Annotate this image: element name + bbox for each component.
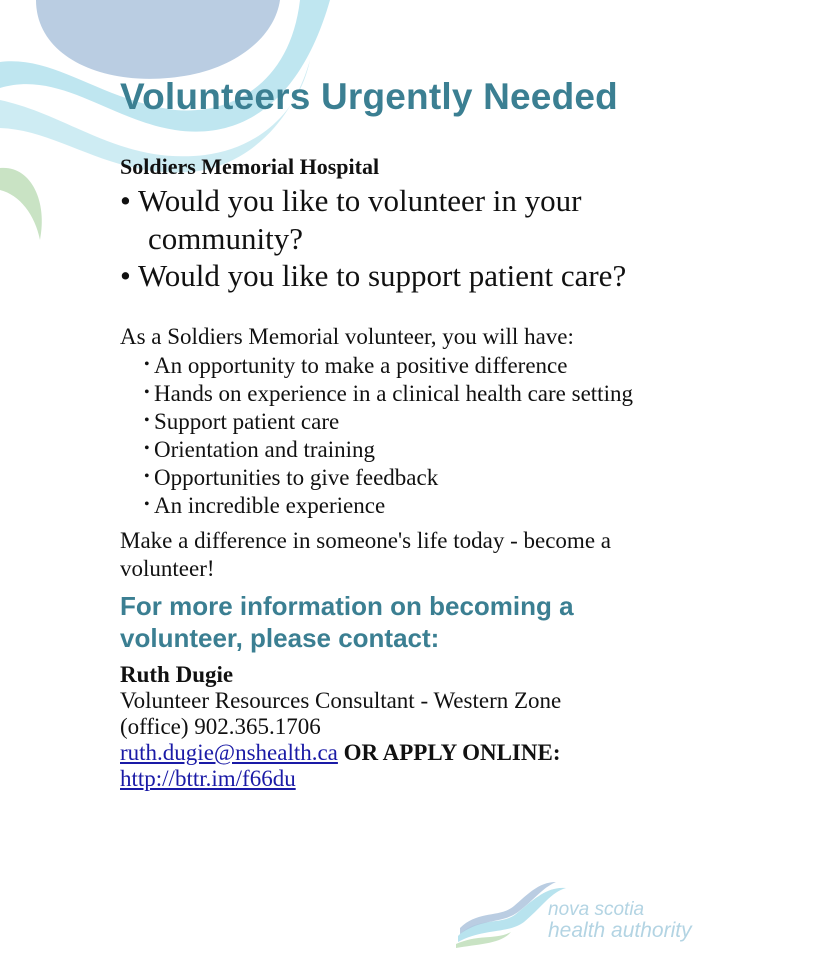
bullet-icon: • — [144, 440, 150, 457]
url-line — [120, 766, 561, 792]
benefit-item — [144, 492, 633, 520]
bullet-icon: • — [144, 384, 150, 401]
contact-name: Ruth Dugie — [120, 662, 234, 687]
benefit-text: Opportunities to give feedback — [154, 465, 439, 490]
apply-online-label: OR APPLY ONLINE: — [343, 740, 561, 765]
hospital-name: Soldiers Memorial Hospital — [120, 154, 380, 179]
benefit-item — [144, 464, 633, 492]
logo-line-1: nova scotia — [548, 899, 645, 920]
bullet-icon: • — [120, 258, 131, 293]
contact-phone: (office) 902.365.1706 — [120, 714, 321, 739]
bullet-icon: • — [144, 356, 150, 373]
green-leaf — [0, 168, 42, 240]
benefit-item — [144, 380, 633, 408]
bullet-icon: • — [120, 183, 131, 218]
question-text: Would you like to support patient care? — [138, 258, 627, 293]
benefit-text: An incredible experience — [154, 493, 386, 518]
question-list — [120, 182, 658, 295]
contact-block — [120, 662, 561, 792]
question-item — [120, 257, 658, 295]
benefit-text: Orientation and training — [154, 437, 375, 462]
email-link[interactable]: ruth.dugie@nshealth.ca — [120, 740, 338, 765]
apply-url-link[interactable]: http://bttr.im/f66du — [120, 766, 296, 791]
slate-blue-wave — [36, 0, 280, 79]
question-item — [120, 182, 658, 257]
benefits-intro: As a Soldiers Memorial volunteer, you will have: — [120, 324, 574, 349]
page-title: Volunteers Urgently Needed — [120, 76, 618, 117]
bullet-icon: • — [144, 496, 150, 513]
benefit-text: Hands on experience in a clinical health care setting — [154, 381, 633, 406]
email-apply-line — [120, 740, 561, 766]
nova-scotia-health-logo — [456, 878, 706, 948]
benefit-text: An opportunity to make a positive difference — [154, 353, 568, 378]
logo-line-2: health authority — [548, 919, 692, 942]
more-info-heading: For more information on becoming a volunteer, please contact: — [120, 591, 574, 653]
benefit-text: Support patient care — [154, 409, 340, 434]
logo-wordmark — [548, 899, 692, 941]
benefit-item — [144, 436, 633, 464]
bullet-icon: • — [144, 412, 150, 429]
question-text: Would you like to volunteer in your community? — [138, 183, 582, 256]
contact-role: Volunteer Resources Consultant - Western Zone — [120, 688, 562, 713]
call-to-action: Make a difference in someone's life today - become a volunteer! — [120, 528, 611, 581]
benefit-item — [144, 352, 633, 380]
benefits-list — [144, 352, 633, 520]
bullet-icon: • — [144, 468, 150, 485]
benefit-item — [144, 408, 633, 436]
